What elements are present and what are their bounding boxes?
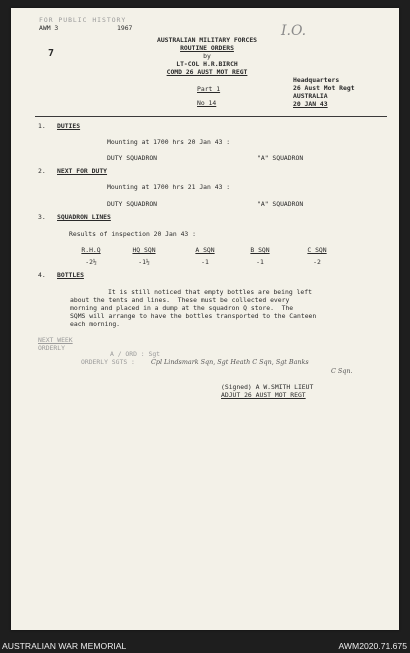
hq-line1: Headquarters: [293, 76, 340, 84]
section-4-line: It is still noticed that empty bottles are being left: [108, 288, 312, 296]
section-1-squadron: "A" SQUADRON: [257, 154, 304, 162]
hq-line3: AUSTRALIA: [293, 92, 328, 100]
signature-line1: (Signed) A W.SMITH LIEUT: [221, 383, 314, 391]
faint-annotation: NEXT WEEK: [38, 336, 73, 344]
header-rule: [35, 116, 387, 117]
archive-stamp-line1: FOR PUBLIC HISTORY: [39, 16, 127, 24]
part-label: Part 1: [197, 85, 221, 93]
unit-name: COMD 26 AUST MOT REGT: [166, 68, 248, 76]
section-1-title: DUTIES: [57, 122, 81, 130]
pencil-annotation: I.O.: [281, 23, 307, 39]
handwritten-duty-note: C Sqn.: [331, 367, 353, 375]
document-title: ROUTINE ORDERS: [180, 44, 234, 52]
archive-footer: [0, 637, 410, 653]
section-4-number: 4.: [38, 271, 46, 279]
order-number: No 14: [197, 99, 217, 107]
section-2-title: NEXT FOR DUTY: [57, 167, 108, 175]
faint-annotation: A / ORD : Sgt: [110, 350, 161, 358]
section-1-mounting: Mounting at 1700 hrs 20 Jan 43 :: [107, 138, 231, 146]
inspection-header: A SQN: [195, 246, 215, 254]
inspection-header: B SQN: [250, 246, 270, 254]
handwritten-duty-note: Cpl Lindsmark Sqn, Sgt Heath C Sqn, Sgt Banks: [151, 358, 309, 366]
archive-stamp-line2: AWM 3: [39, 24, 59, 32]
footer-institution: AUSTRALIAN WAR MEMORIAL: [2, 641, 127, 651]
document-page: [11, 8, 399, 630]
section-3-results: Results of inspection 20 Jan 43 :: [69, 230, 196, 238]
officer-name: LT-COL H.R.BIRCH: [176, 60, 238, 68]
section-2-squadron: "A" SQUADRON: [257, 200, 304, 208]
footer-accession-number: AWM2020.71.675: [338, 641, 407, 651]
inspection-score: -2½: [85, 258, 97, 266]
section-2-mounting: Mounting at 1700 hrs 21 Jan 43 :: [107, 183, 231, 191]
section-2-duty-label: DUTY SQUADRON: [107, 200, 158, 208]
inspection-score: -1: [256, 258, 264, 266]
section-4-line: about the tents and lines. These must be collected every: [70, 296, 290, 304]
section-4-title: BOTTLES: [57, 271, 84, 279]
hq-date: 20 JAN 43: [293, 100, 328, 108]
inspection-score: -2: [313, 258, 321, 266]
section-4-line: each morning.: [70, 320, 121, 328]
faint-annotation: ORDERLY: [38, 344, 65, 352]
section-3-title: SQUADRON LINES: [57, 213, 111, 221]
inspection-score: -1½: [138, 258, 150, 266]
faint-annotation: ORDERLY SGTS :: [81, 358, 135, 366]
margin-mark: 7: [48, 48, 55, 59]
section-4-line: SQMS will arrange to have the bottles transported to the Canteen: [70, 312, 317, 320]
org-heading: AUSTRALIAN MILITARY FORCES: [156, 36, 258, 44]
inspection-header: R.H.Q: [81, 246, 101, 254]
by-line: by: [203, 52, 211, 60]
section-3-number: 3.: [38, 213, 46, 221]
inspection-header: HQ SQN: [132, 246, 156, 254]
section-1-number: 1.: [38, 122, 46, 130]
signature-line2: ADJUT 26 AUST MOT REGT: [221, 391, 306, 399]
inspection-score: -1: [201, 258, 209, 266]
section-4-line: morning and placed in a dump at the squadron Q store. The: [70, 304, 294, 312]
section-1-duty-label: DUTY SQUADRON: [107, 154, 158, 162]
archive-stamp-year: 1967: [117, 24, 133, 32]
inspection-header: C SQN: [307, 246, 327, 254]
hq-line2: 26 Aust Mot Regt: [293, 84, 355, 92]
section-2-number: 2.: [38, 167, 46, 175]
